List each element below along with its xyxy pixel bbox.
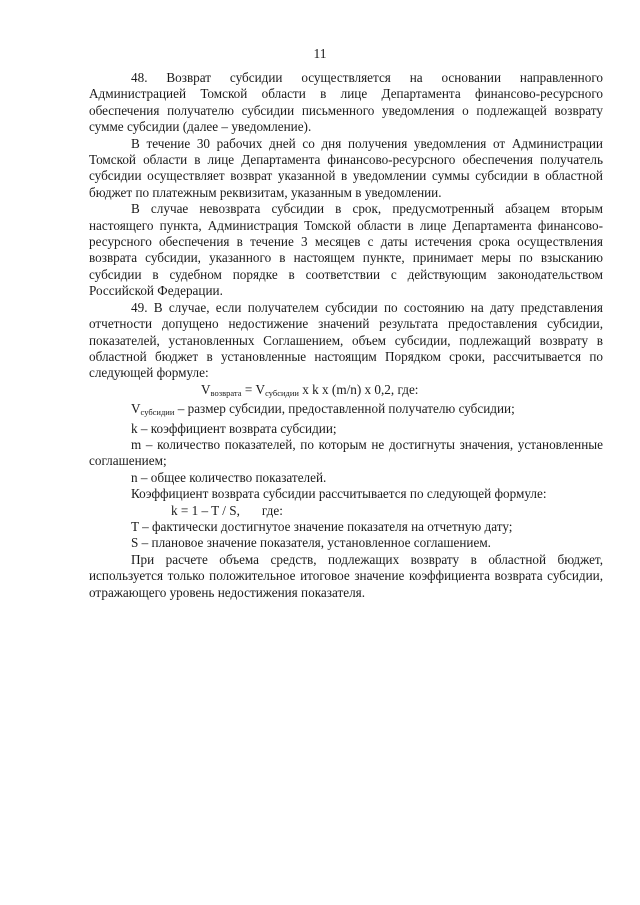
formula-v: V — [201, 381, 211, 397]
formula-eq: = — [241, 381, 256, 397]
def-k: k – коэффициент возврата субсидии; — [131, 420, 337, 436]
paragraph-48-3: В случае невозврата субсидии в срок, предусмотренный абзацем вторым настоящего пункта, Администрация Томской области в лице Департамента финансово-ресурсного обеспечения в течение 3 месяцев с даты истечения срока осуществления возврата субсидии, указанного в настоящем пункте, принимает меры по взысканию субсидии в судебном порядке в соответствии с действующим законодательством Российской Федерации. — [89, 201, 603, 299]
page-number: 11 — [313, 46, 327, 61]
return-formula — [89, 382, 603, 401]
definitions — [89, 401, 603, 601]
paragraph-49-1: 49. В случае, если получателем субсидии по состоянию на дату представления отчетности допущено недостижение значений результата предоставления субсидии, показателей, установленных Соглашением, объем субсидии, подлежащий возврату в областной бюджет в установленные настоящим Порядком сроки, рассчитывается по следующей формуле: — [89, 299, 603, 381]
paragraph-48-2: В течение 30 рабочих дней со дня получения уведомления от Администрации Томской области в лице Департамента финансово-ресурсного обеспечения получатель субсидии осуществляет возврат указанной в уведомлении суммы субсидии в областной бюджет по платежным реквизитам, указанным в уведомлении. — [89, 135, 603, 200]
def-n: n – общее количество показателей. — [131, 469, 327, 485]
def-m: m – количество показателей, по которым не достигнуты значения, установленные соглашением; — [89, 436, 603, 469]
def-t: T – фактически достигнутое значение показателя на отчетную дату; — [131, 518, 513, 534]
k-formula-expr: k = 1 – T / S, — [171, 502, 240, 518]
k-formula-where: где: — [261, 502, 283, 518]
formula-v-sub: возврата — [210, 387, 242, 398]
formula-rest: x k x (m/n) x 0,2, где: — [298, 381, 419, 397]
def-v-letter: V — [131, 401, 141, 417]
formula-v2-sub: субсидии — [265, 387, 299, 398]
def-v-subsidy — [89, 401, 603, 420]
k-formula — [89, 503, 603, 519]
def-v-sub: субсидии — [140, 407, 175, 418]
def-s: S – плановое значение показателя, установленное соглашением. — [131, 535, 491, 551]
formula-v2: V — [255, 381, 266, 397]
k-intro: Коэффициент возврата субсидии рассчитывается по следующей формуле: — [131, 486, 547, 502]
def-v-text: – размер субсидии, предоставленной получателю субсидии; — [174, 401, 515, 417]
final-paragraph: При расчете объема средств, подлежащих возврату в областной бюджет, используется только положительное итоговое значение коэффициента возврата субсидии, отражающего уровень недостижения показателя. — [89, 551, 603, 600]
paragraph-48-1: 48. Возврат субсидии осуществляется на основании направленного Администрацией Томской области в лице Департамента финансово-ресурсного обеспечения получателю субсидии письменного уведомления о подлежащей возврату сумме субсидии (далее – уведомление). — [89, 70, 603, 135]
document-body — [89, 70, 603, 601]
